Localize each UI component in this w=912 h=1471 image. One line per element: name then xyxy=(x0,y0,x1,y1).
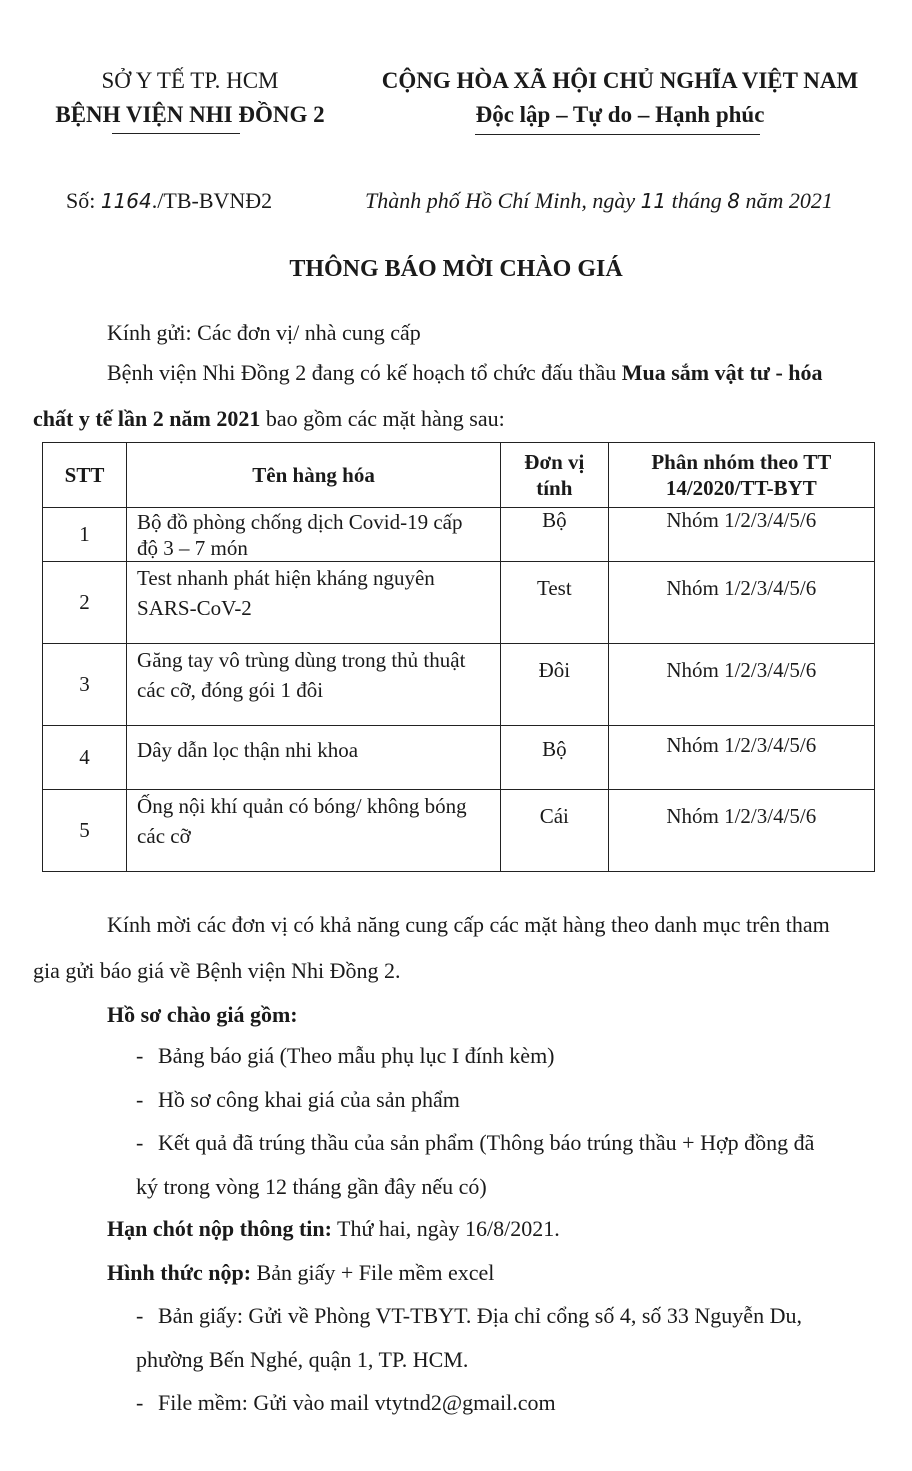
greeting: Kính gửi: Các đơn vị/ nhà cung cấp xyxy=(107,320,421,345)
deadline: Hạn chót nộp thông tin: Thứ hai, ngày 16/8/2021. xyxy=(107,1216,560,1241)
list-item: - File mềm: Gửi vào mail vtytnd2@gmail.com xyxy=(136,1390,556,1415)
handwritten-number: 1164 xyxy=(100,189,152,213)
motto-underline xyxy=(475,134,760,135)
dossier-title: Hồ sơ chào giá gồm: xyxy=(107,1002,298,1027)
handwritten-day: 11 xyxy=(640,189,667,213)
table-row xyxy=(43,644,875,726)
list-item: - Bảng báo giá (Theo mẫu phụ lục I đính kèm) xyxy=(136,1043,555,1068)
cell-stt: 3 xyxy=(43,644,127,726)
cell-unit: Đôi xyxy=(501,644,608,726)
invitation-line-2: gia gửi báo giá về Bệnh viện Nhi Đồng 2. xyxy=(33,958,401,983)
list-item: - Bản giấy: Gửi về Phòng VT-TBYT. Địa chỉ cổng số 4, số 33 Nguyễn Du, xyxy=(136,1303,802,1328)
cell-stt: 2 xyxy=(43,562,127,644)
cell-group: Nhóm 1/2/3/4/5/6 xyxy=(608,790,874,872)
table-header-row xyxy=(43,443,875,508)
document-title: THÔNG BÁO MỜI CHÀO GIÁ xyxy=(289,256,623,282)
agency-name: SỞ Y TẾ TP. HCM xyxy=(101,68,279,93)
cell-item-name: Ống nội khí quản có bóng/ không bóng các cỡ xyxy=(127,790,501,872)
document-number: Số: 1164./TB-BVNĐ2 xyxy=(66,188,273,213)
table-row xyxy=(43,508,875,562)
table-row xyxy=(43,726,875,790)
header-stt: STT xyxy=(43,443,127,508)
cell-group: Nhóm 1/2/3/4/5/6 xyxy=(608,726,874,790)
invitation-line-1: Kính mời các đơn vị có khả năng cung cấp các mặt hàng theo danh mục trên tham xyxy=(107,912,830,937)
cell-item-name: Bộ đồ phòng chống dịch Covid-19 cấp độ 3 – 7 món xyxy=(127,508,501,562)
table-row xyxy=(43,790,875,872)
cell-unit: Test xyxy=(501,562,608,644)
cell-item-name: Găng tay vô trùng dùng trong thủ thuật các cỡ, đóng gói 1 đôi xyxy=(127,644,501,726)
hospital-name-underline xyxy=(112,133,240,134)
header-group: Phân nhóm theo TT 14/2020/TT-BYT xyxy=(608,443,874,508)
place-and-date: Thành phố Hồ Chí Minh, ngày 11 tháng 8 năm 2021 xyxy=(365,188,833,213)
national-motto: Độc lập – Tự do – Hạnh phúc xyxy=(475,102,765,127)
header-unit: Đơn vị tính xyxy=(501,443,608,508)
cell-stt: 5 xyxy=(43,790,127,872)
intro-line-1: Bệnh viện Nhi Đồng 2 đang có kế hoạch tổ chức đấu thầu Mua sắm vật tư - hóa xyxy=(107,360,823,385)
list-item: - Hồ sơ công khai giá của sản phẩm xyxy=(136,1087,460,1112)
items-table xyxy=(42,442,875,872)
cell-group: Nhóm 1/2/3/4/5/6 xyxy=(608,562,874,644)
cell-stt: 1 xyxy=(43,508,127,562)
cell-stt: 4 xyxy=(43,726,127,790)
country-name: CỘNG HÒA XÃ HỘI CHỦ NGHĨA VIỆT NAM xyxy=(381,68,859,93)
submission-method: Hình thức nộp: Bản giấy + File mềm excel xyxy=(107,1260,495,1285)
list-item-continuation: phường Bến Nghé, quận 1, TP. HCM. xyxy=(136,1347,469,1372)
handwritten-month: 8 xyxy=(727,189,740,213)
cell-item-name: Test nhanh phát hiện kháng nguyên SARS-CoV-2 xyxy=(127,562,501,644)
cell-unit: Bộ xyxy=(501,726,608,790)
header-item-name: Tên hàng hóa xyxy=(127,443,501,508)
list-item: - Kết quả đã trúng thầu của sản phẩm (Thông báo trúng thầu + Hợp đồng đã xyxy=(136,1130,815,1155)
cell-unit: Bộ xyxy=(501,508,608,562)
cell-group: Nhóm 1/2/3/4/5/6 xyxy=(608,508,874,562)
table-row xyxy=(43,562,875,644)
cell-group: Nhóm 1/2/3/4/5/6 xyxy=(608,644,874,726)
hospital-name: BỆNH VIỆN NHI ĐỒNG 2 xyxy=(55,102,325,127)
intro-line-2: chất y tế lần 2 năm 2021 bao gồm các mặt hàng sau: xyxy=(33,406,505,431)
list-item-continuation: ký trong vòng 12 tháng gần đây nếu có) xyxy=(136,1174,487,1199)
cell-unit: Cái xyxy=(501,790,608,872)
cell-item-name: Dây dẫn lọc thận nhi khoa xyxy=(127,726,501,790)
